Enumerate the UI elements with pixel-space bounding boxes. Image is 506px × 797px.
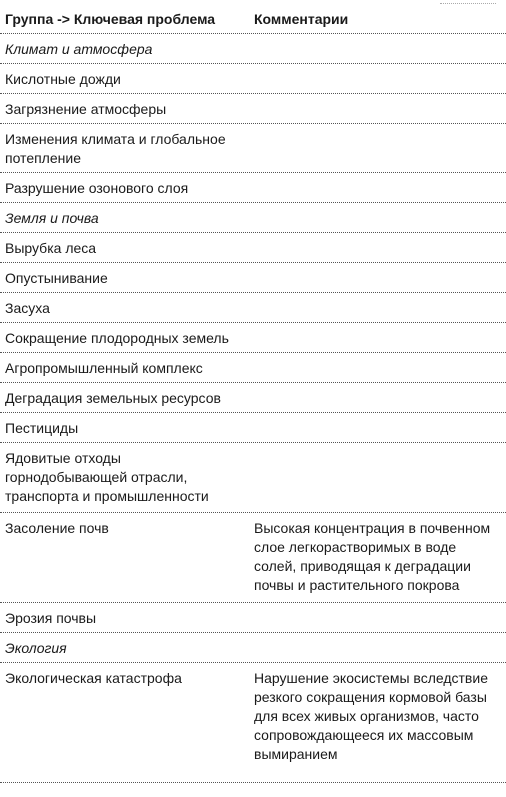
row-comment xyxy=(249,449,506,512)
row-problem: Климат и атмосфера xyxy=(5,41,153,57)
group-row xyxy=(0,203,506,233)
row-problem: Деградация земельных ресурсов xyxy=(5,390,221,406)
row-comment xyxy=(249,100,506,123)
row-comment xyxy=(249,40,506,63)
row-problem: Разрушение озонового слоя xyxy=(5,180,189,196)
table-row xyxy=(0,173,506,203)
group-row xyxy=(0,633,506,663)
table-row xyxy=(0,64,506,94)
table-row xyxy=(0,413,506,443)
row-comment xyxy=(249,359,506,382)
table-row xyxy=(0,263,506,293)
table-row xyxy=(0,383,506,413)
row-comment xyxy=(249,70,506,93)
row-comment: Высокая концентрация в почвенном слое легкорастворимых в воде солей, приводящая к деградации почвы и растительного покрова xyxy=(254,520,491,593)
row-comment xyxy=(249,269,506,292)
table-row xyxy=(0,603,506,633)
row-problem: Пестициды xyxy=(5,420,79,436)
row-comment xyxy=(249,130,506,172)
row-problem: Кислотные дожди xyxy=(5,71,121,87)
row-comment xyxy=(249,239,506,262)
table-row xyxy=(0,293,506,323)
row-comment xyxy=(249,209,506,232)
row-problem: Ядовитые отходы горнодобывающей отрасли, транспорта и промышленности xyxy=(5,450,209,504)
row-problem: Земля и почва xyxy=(5,210,99,226)
row-problem: Экологическая катастрофа xyxy=(5,670,182,686)
row-problem: Опустынивание xyxy=(5,270,108,286)
row-problem: Вырубка леса xyxy=(5,240,97,256)
table-header xyxy=(0,0,506,34)
row-comment: Нарушение экосистемы вследствие резкого сокращения кормовой базы для всех живых организмов, часто сопровождающееся их массовым вымиранием xyxy=(254,670,488,762)
table-row xyxy=(0,124,506,173)
table-row xyxy=(0,94,506,124)
row-problem: Изменения климата и глобальное потепление xyxy=(5,131,226,166)
row-comment xyxy=(249,609,506,632)
table-row xyxy=(0,663,506,783)
table-row xyxy=(0,513,506,603)
row-comment xyxy=(249,329,506,352)
row-problem: Агропромышленный комплекс xyxy=(5,360,203,376)
table-row xyxy=(0,353,506,383)
table-row xyxy=(0,233,506,263)
header-problem: Группа -> Ключевая проблема xyxy=(5,11,216,27)
group-row xyxy=(0,34,506,64)
row-problem: Засуха xyxy=(5,300,50,316)
row-comment xyxy=(249,389,506,412)
header-comments: Комментарии xyxy=(254,11,349,27)
row-problem: Экология xyxy=(5,640,67,656)
table-row xyxy=(0,443,506,513)
row-problem: Сокращение плодородных земель xyxy=(5,330,229,346)
row-comment xyxy=(249,179,506,202)
table-row xyxy=(0,323,506,353)
row-comment xyxy=(249,299,506,322)
row-comment xyxy=(249,639,506,662)
row-problem: Эрозия почвы xyxy=(5,610,97,626)
row-problem: Загрязнение атмосферы xyxy=(5,101,167,117)
row-problem: Засоление почв xyxy=(5,520,109,536)
row-comment xyxy=(249,419,506,442)
